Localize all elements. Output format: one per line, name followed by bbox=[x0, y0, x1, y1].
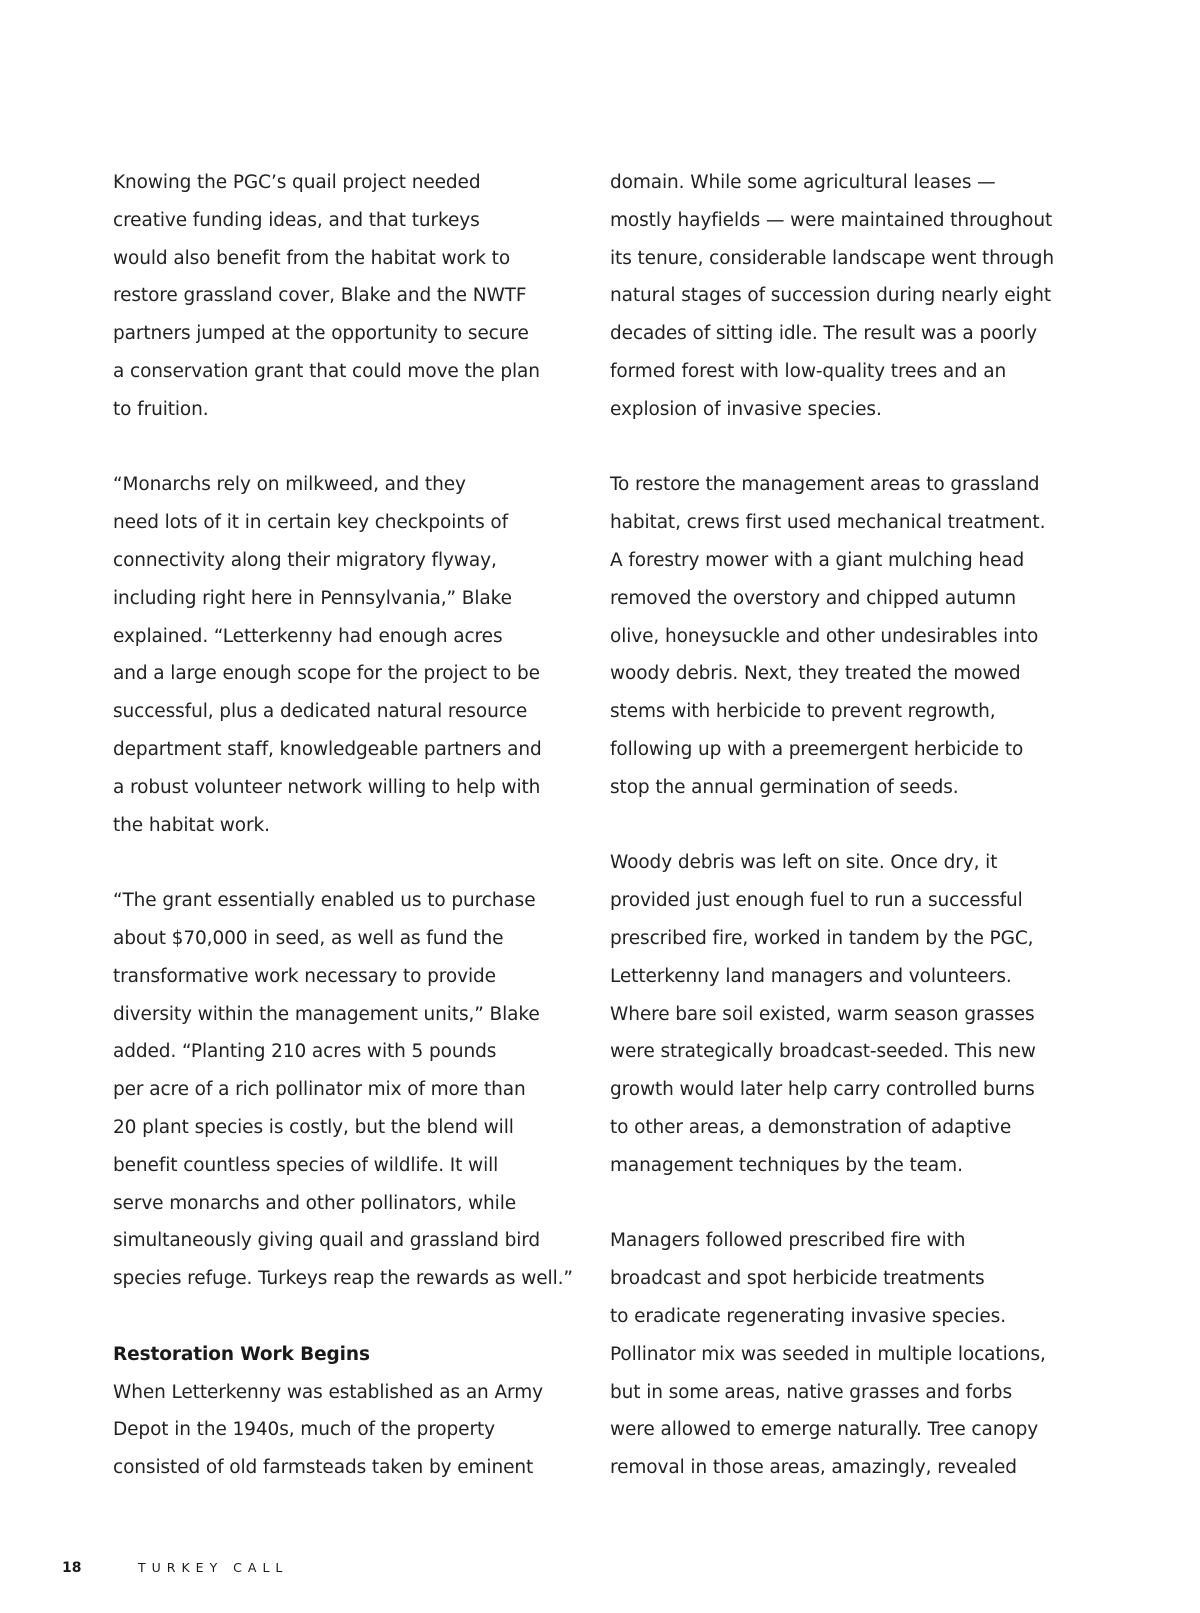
section-heading: Restoration Work Begins bbox=[113, 1343, 370, 1365]
paragraph-gap bbox=[113, 844, 583, 882]
left-column bbox=[113, 164, 583, 1487]
text-line: Pollinator mix was seeded in multiple locations, bbox=[610, 1343, 1046, 1365]
page-number: 18 bbox=[62, 1560, 82, 1576]
text-line: a robust volunteer network willing to help with bbox=[113, 776, 541, 798]
text-line: stop the annual germination of seeds. bbox=[610, 776, 959, 798]
text-line: to other areas, a demonstration of adaptive bbox=[610, 1116, 1012, 1138]
text-line: following up with a preemergent herbicide to bbox=[610, 738, 1024, 760]
text-line: and a large enough scope for the project to be bbox=[113, 663, 540, 685]
paragraph bbox=[610, 844, 1080, 1184]
text-line: would also benefit from the habitat work to bbox=[113, 247, 511, 269]
text-line: about $70,000 in seed, as well as fund the bbox=[113, 927, 504, 949]
text-line: Managers followed prescribed fire with bbox=[610, 1230, 966, 1252]
text-line: To restore the management areas to grassland bbox=[610, 474, 1040, 496]
text-line: partners jumped at the opportunity to secure bbox=[113, 323, 529, 345]
text-line: to eradicate regenerating invasive species. bbox=[610, 1305, 1006, 1327]
text-line: decades of sitting idle. The result was a poorly bbox=[610, 323, 1037, 345]
paragraph-gap bbox=[610, 1185, 1080, 1223]
text-line: diversity within the management units,” Blake bbox=[113, 1003, 540, 1025]
text-line: prescribed fire, worked in tandem by the PGC, bbox=[610, 927, 1034, 949]
text-line: species refuge. Turkeys reap the rewards as well.” bbox=[113, 1268, 573, 1290]
text-line: connectivity along their migratory flyway, bbox=[113, 549, 497, 571]
text-line: removed the overstory and chipped autumn bbox=[610, 587, 1017, 609]
paragraph bbox=[113, 466, 583, 844]
text-line: “The grant essentially enabled us to purchase bbox=[113, 890, 536, 912]
text-line: mostly hayfields — were maintained throughout bbox=[610, 209, 1053, 231]
text-line: removal in those areas, amazingly, revealed bbox=[610, 1457, 1017, 1479]
text-line: habitat, crews first used mechanical treatment. bbox=[610, 512, 1046, 534]
text-line: were allowed to emerge naturally. Tree canopy bbox=[610, 1419, 1039, 1441]
text-line: explained. “Letterkenny had enough acres bbox=[113, 625, 503, 647]
right-column bbox=[610, 164, 1080, 1487]
text-line: Woody debris was left on site. Once dry, it bbox=[610, 852, 998, 874]
text-line: growth would later help carry controlled burns bbox=[610, 1079, 1035, 1101]
text-line: explosion of invasive species. bbox=[610, 398, 882, 420]
text-line: to fruition. bbox=[113, 398, 209, 420]
text-line: need lots of it in certain key checkpoints of bbox=[113, 512, 509, 534]
paragraph-gap bbox=[113, 1298, 583, 1336]
paragraph bbox=[610, 164, 1080, 429]
paragraph bbox=[610, 1222, 1080, 1487]
paragraph-gap bbox=[113, 429, 583, 467]
text-line: a conservation grant that could move the plan bbox=[113, 360, 540, 382]
text-line: benefit countless species of wildlife. It will bbox=[113, 1154, 499, 1176]
text-line: formed forest with low-quality trees and an bbox=[610, 360, 1007, 382]
text-line: stems with herbicide to prevent regrowth, bbox=[610, 701, 996, 723]
text-line: but in some areas, native grasses and forbs bbox=[610, 1381, 1012, 1403]
text-line: woody debris. Next, they treated the mowed bbox=[610, 663, 1021, 685]
text-line: natural stages of succession during nearly eight bbox=[610, 285, 1052, 307]
text-line: Where bare soil existed, warm season grasses bbox=[610, 1003, 1035, 1025]
paragraph bbox=[113, 1374, 583, 1487]
paragraph-gap bbox=[610, 807, 1080, 845]
text-line: simultaneously giving quail and grassland bird bbox=[113, 1230, 541, 1252]
text-line: domain. While some agricultural leases — bbox=[610, 172, 996, 193]
text-line: per acre of a rich pollinator mix of more than bbox=[113, 1079, 526, 1101]
text-line: 20 plant species is costly, but the blend will bbox=[113, 1116, 514, 1138]
text-line: Depot in the 1940s, much of the property bbox=[113, 1419, 495, 1441]
text-line: the habitat work. bbox=[113, 814, 270, 836]
text-line: creative funding ideas, and that turkeys bbox=[113, 209, 480, 231]
paragraph bbox=[610, 466, 1080, 806]
text-line: including right here in Pennsylvania,” Blake bbox=[113, 587, 512, 609]
text-line: Letterkenny land managers and volunteers. bbox=[610, 965, 1012, 987]
text-line: management techniques by the team. bbox=[610, 1154, 963, 1176]
magazine-name: TURKEY CALL bbox=[138, 1560, 289, 1575]
paragraph bbox=[113, 882, 583, 1298]
paragraph bbox=[113, 164, 583, 429]
text-line: successful, plus a dedicated natural resource bbox=[113, 701, 528, 723]
text-line: provided just enough fuel to run a successful bbox=[610, 890, 1023, 912]
text-line: consisted of old farmsteads taken by eminent bbox=[113, 1457, 534, 1479]
text-line: were strategically broadcast-seeded. This new bbox=[610, 1041, 1036, 1063]
text-line: Knowing the PGC’s quail project needed bbox=[113, 172, 481, 193]
text-line: restore grassland cover, Blake and the NWTF bbox=[113, 285, 527, 307]
text-line: broadcast and spot herbicide treatments bbox=[610, 1268, 985, 1290]
paragraph-gap bbox=[610, 429, 1080, 467]
text-line: serve monarchs and other pollinators, while bbox=[113, 1192, 517, 1214]
text-line: olive, honeysuckle and other undesirables into bbox=[610, 625, 1039, 647]
text-line: its tenure, considerable landscape went through bbox=[610, 247, 1055, 269]
text-line: department staff, knowledgeable partners and bbox=[113, 738, 542, 760]
text-line: “Monarchs rely on milkweed, and they bbox=[113, 474, 466, 496]
text-line: added. “Planting 210 acres with 5 pounds bbox=[113, 1041, 497, 1063]
text-line: A forestry mower with a giant mulching head bbox=[610, 549, 1025, 571]
text-line: When Letterkenny was established as an Army bbox=[113, 1381, 543, 1403]
text-line: transformative work necessary to provide bbox=[113, 965, 496, 987]
